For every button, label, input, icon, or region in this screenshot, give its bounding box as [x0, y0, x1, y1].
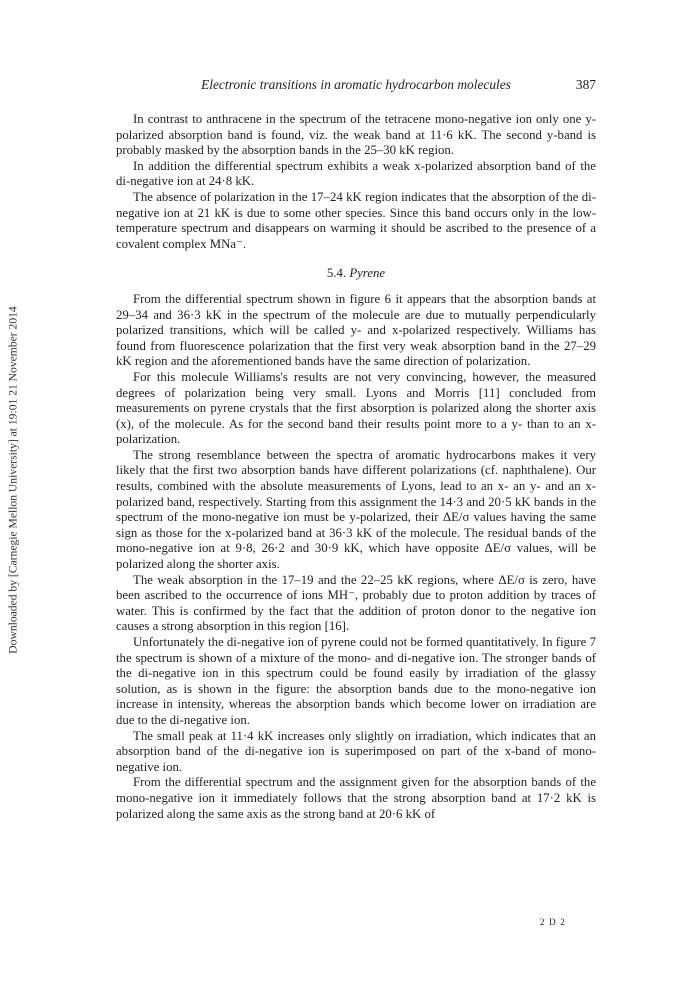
section-title: Pyrene: [349, 266, 386, 281]
paragraph: The strong resemblance between the spectra of aromatic hydrocarbons makes it very likely that the first two absorption bands have different polarizations (cf. naphthalene). Our results, combined with the absolute measurements of Lyons, lead to an x- an y- and an x-polarized band, respectively. Starting from this assignment the 14·3 and 20·5 kK bands in the spectrum of the mono-negative ion must be y-polarized, their ΔE/σ values having the same sign as those for the x-polarized band at 36·3 kK of the molecule. The residual bands of the mono-negative ion at 9·8, 26·2 and 30·9 kK, which have opposite ΔE/σ values, will be polarized along the shorter axis.: [116, 447, 596, 572]
paragraph: Unfortunately the di-negative ion of pyrene could not be formed quantitatively. In figure 7 the spectrum is shown of a mixture of the mono- and di-negative ion. The stronger bands of the di-negative ion in this spectrum could be found easily by irradiation of the glassy solution, as is shown in the figure: the absorption bands due to the mono-negative ion increase in intensity, whereas the absorption bands which become lower on irradiation are due to the di-negative ion.: [116, 635, 596, 727]
paragraph: The small peak at 11·4 kK increases only slightly on irradiation, which indicates that an absorption band of the di-negative ion is superimposed on part of the x-band of mono-negative ion.: [116, 728, 596, 774]
download-note: Downloaded by [Carnegie Mellon University] at 19:01 21 November 2014: [6, 306, 20, 654]
paragraph: In addition the differential spectrum exhibits a weak x-polarized absorption band of the di-negative ion at 24·8 kK.: [116, 158, 596, 189]
paragraph: From the differential spectrum and the assignment given for the absorption bands of the mono-negative ion it immediately follows that the strong absorption band at 17·2 kK is polarized along the same axis as the strong band at 20·6 kK of: [116, 775, 596, 821]
page-number: 387: [575, 77, 596, 92]
section-heading: [116, 266, 596, 282]
paragraph: For this molecule Williams's results are not very convincing, however, the measured degrees of polarization being very small. Lyons and Morris [11] concluded from measurements on pyrene crystals that the first absorption is polarized along the shorter axis (x), of the molecule. As for the second band their results point more to a y- than to an x-polarization.: [116, 369, 596, 447]
paragraph: From the differential spectrum shown in figure 6 it appears that the absorption bands at 29–34 and 36·3 kK in the spectrum of the molecule are due to mutually perpendicularly polarized transitions, which will be called y- and x-polarized respectively. Williams has found from fluorescence polarization that the first very weak absorption band in the 27–29 kK region and the aforementioned bands have the same direction of polarization.: [116, 291, 596, 369]
running-title: Electronic transitions in aromatic hydrocarbon molecules: [201, 77, 511, 92]
paragraph: The absence of polarization in the 17–24 kK region indicates that the absorption of the di-negative ion at 21 kK is due to some other species. Since this band occurs only in the low-temperature spectrum and disappears on warming it should be ascribed to the presence of a covalent complex MNa⁻.: [116, 189, 596, 251]
paragraph: In contrast to anthracene in the spectrum of the tetracene mono-negative ion only one y-polarized absorption band is found, viz. the weak band at 11·6 kK. The second y-band is probably masked by the absorption bands in the 25–30 kK region.: [116, 112, 596, 158]
signature-mark: 2 D 2: [540, 917, 566, 927]
body-text: [116, 112, 596, 822]
paragraph: The weak absorption in the 17–19 and the 22–25 kK regions, where ΔE/σ is zero, have been ascribed to the occurrence of ions MH⁻, probably due to proton addition by traces of water. This is confirmed by the fact that the addition of proton donor to the negative ion causes a strong absorption in this region [16].: [116, 572, 596, 634]
page-header: [116, 77, 596, 97]
download-sidebar: [4, 290, 22, 670]
section-number: 5.4.: [326, 266, 347, 281]
